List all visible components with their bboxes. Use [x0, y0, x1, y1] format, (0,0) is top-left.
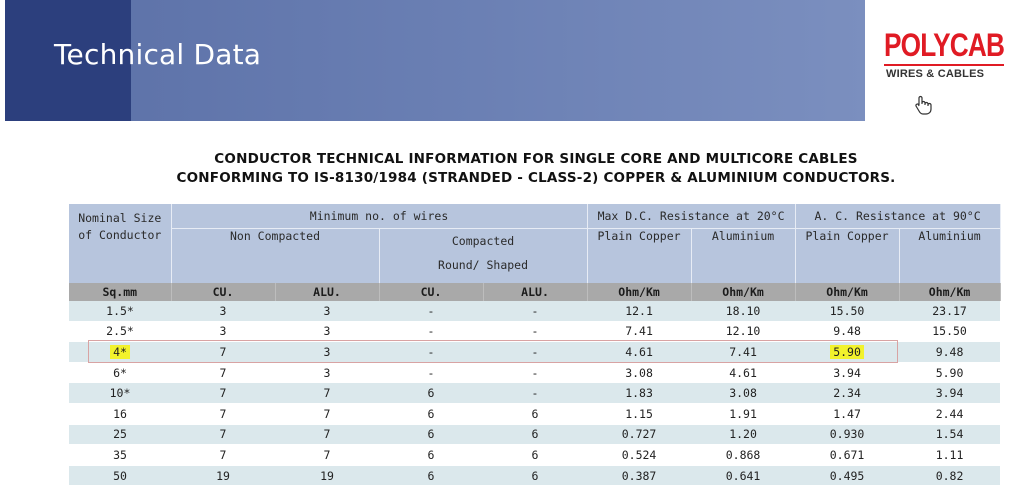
cell-value: 15.50: [932, 324, 967, 339]
heading-line-1: CONDUCTOR TECHNICAL INFORMATION FOR SINGLE CORE AND MULTICORE CABLES: [214, 151, 858, 167]
table-cell: [691, 465, 795, 486]
logo-rule: [884, 64, 1004, 66]
table-row: [69, 362, 1000, 383]
table-cell: [691, 383, 795, 404]
table-cell: [69, 301, 171, 321]
table-row: [69, 424, 1000, 445]
table-cell: [379, 321, 483, 342]
table-cell: [69, 403, 171, 424]
cell-value: 3: [323, 344, 331, 359]
table-row: [69, 445, 1000, 466]
table-cell: [379, 403, 483, 424]
cell-value: -: [427, 344, 435, 359]
cell-value: 6: [531, 468, 539, 483]
table-cell: [483, 321, 587, 342]
cell-value: 9.48: [833, 324, 861, 339]
logo-brand: POLYCAB: [884, 27, 1005, 63]
table-cell: [483, 403, 587, 424]
logo-tagline: WIRES & CABLES: [886, 68, 985, 80]
header-ac: A. C. Resistance at 90°C: [795, 204, 1000, 229]
table-cell: [69, 445, 171, 466]
cell-value: 0.524: [621, 447, 657, 462]
table-cell: [795, 465, 899, 486]
table-cell: [171, 403, 275, 424]
cell-value: 7.41: [625, 324, 653, 339]
table-cell: [379, 342, 483, 363]
cell-value: 3: [323, 324, 331, 339]
table-cell: [795, 301, 899, 321]
table-cell: [483, 383, 587, 404]
table-cell: [171, 362, 275, 383]
cell-value: 2.44: [935, 406, 964, 421]
cell-value: 4.61: [729, 365, 757, 380]
cell-value: 0.930: [829, 427, 865, 442]
unit-cell: ALU.: [275, 283, 379, 301]
cell-value: 5.90: [935, 365, 964, 380]
cell-value: -: [531, 344, 539, 359]
cell-value: 6: [427, 427, 435, 442]
cell-value: -: [531, 324, 539, 339]
cell-value: 3: [219, 303, 227, 318]
unit-cell: CU.: [379, 283, 483, 301]
cell-value: 0.868: [725, 447, 761, 462]
cell-value: 7.41: [729, 344, 757, 359]
table-cell: [691, 321, 795, 342]
document-heading: [0, 150, 1024, 188]
table-cell: [379, 445, 483, 466]
header-dc-aluminium: Aluminium: [691, 229, 795, 284]
unit-cell: Sq.mm: [69, 283, 171, 301]
table-cell: [691, 403, 795, 424]
table-cell: [69, 383, 171, 404]
table-cell: [379, 465, 483, 486]
cell-value: -: [531, 386, 539, 401]
table-cell: [795, 403, 899, 424]
table-cell: [587, 465, 691, 486]
header-compacted-line2: Round/ Shaped: [438, 258, 529, 272]
unit-cell: Ohm/Km: [691, 283, 795, 301]
table-cell: [275, 424, 379, 445]
unit-cell: Ohm/Km: [795, 283, 899, 301]
table-cell: [587, 321, 691, 342]
cell-value: 3.94: [935, 386, 964, 401]
cell-value: 3: [219, 324, 227, 339]
table-cell: [795, 362, 899, 383]
table-cell: [379, 362, 483, 383]
table-cell: [69, 321, 171, 342]
table-cell: [795, 342, 899, 363]
table-cell: [171, 301, 275, 321]
table-cell: [69, 342, 171, 363]
slide-title: Technical Data: [54, 38, 262, 71]
cell-value: 7: [219, 406, 227, 421]
cell-value: 1.11: [935, 447, 964, 462]
heading-line-2: CONFORMING TO IS-8130/1984 (STRANDED - CLASS-2) COPPER & ALUMINIUM CONDUCTORS.: [176, 170, 896, 186]
cell-value: 0.671: [829, 447, 865, 462]
cell-value: 2.5*: [106, 324, 134, 339]
cell-value: 0.641: [725, 468, 761, 483]
unit-cell: Ohm/Km: [587, 283, 691, 301]
cell-value: 19: [216, 468, 230, 483]
header-min-wires: Minimum no. of wires: [171, 204, 587, 229]
header-nominal-size: Nominal Size of Conductor: [69, 204, 171, 283]
cell-value: 16: [113, 406, 127, 421]
table-cell: [483, 424, 587, 445]
cell-value: 12.1: [625, 303, 653, 318]
table-cell: [483, 445, 587, 466]
cell-value: 0.495: [829, 468, 865, 483]
table-cell: [69, 424, 171, 445]
table-cell: [171, 321, 275, 342]
table-cell: [795, 424, 899, 445]
cell-value: 4*: [110, 345, 130, 359]
table-cell: [899, 362, 1000, 383]
table-cell: [171, 465, 275, 486]
cell-value: 12.10: [725, 324, 761, 339]
cell-value: 6: [531, 406, 539, 421]
table-cell: [691, 362, 795, 383]
cell-value: 7: [323, 386, 331, 401]
header-max-dc: Max D.C. Resistance at 20°C: [587, 204, 795, 229]
table-cell: [899, 383, 1000, 404]
cell-value: -: [427, 365, 435, 380]
table-cell: [275, 362, 379, 383]
table-row: [69, 383, 1000, 404]
cell-value: 6: [427, 447, 435, 462]
unit-cell: CU.: [171, 283, 275, 301]
table-cell: [275, 403, 379, 424]
header-row-groups: [69, 204, 1000, 229]
cell-value: 3: [323, 365, 331, 380]
table-cell: [69, 465, 171, 486]
cell-value: 9.48: [935, 344, 964, 359]
cell-value: -: [531, 365, 539, 380]
table-cell: [275, 321, 379, 342]
cell-value: 1.83: [625, 386, 653, 401]
cell-value: 7: [219, 344, 227, 359]
table-cell: [483, 342, 587, 363]
table-cell: [483, 465, 587, 486]
cell-value: 7: [219, 427, 227, 442]
table-cell: [899, 301, 1000, 321]
table-cell: [795, 383, 899, 404]
cell-value: 2.34: [833, 386, 861, 401]
cell-value: 7: [219, 447, 227, 462]
cell-value: 0.387: [621, 468, 657, 483]
cell-value: 7: [323, 447, 331, 462]
table-cell: [171, 383, 275, 404]
table-cell: [483, 301, 587, 321]
table-cell: [275, 301, 379, 321]
cell-value: 7: [219, 386, 227, 401]
table-row: [69, 403, 1000, 424]
cell-value: 3.08: [625, 365, 653, 380]
table-cell: [587, 424, 691, 445]
cell-value: 1.20: [729, 427, 757, 442]
unit-cell: ALU.: [483, 283, 587, 301]
table-cell: [587, 445, 691, 466]
cell-value: 18.10: [725, 303, 761, 318]
cell-value: 1.5*: [106, 303, 134, 318]
header-dc-copper: Plain Copper: [587, 229, 691, 284]
header-non-compacted: Non Compacted: [171, 229, 379, 284]
header-ac-copper: Plain Copper: [795, 229, 899, 284]
table-row: [69, 342, 1000, 363]
cell-value: 35: [113, 447, 127, 462]
cell-value: 10*: [109, 386, 131, 401]
table-row: [69, 301, 1000, 321]
cell-value: 0.727: [621, 427, 657, 442]
cell-value: 3.08: [729, 386, 757, 401]
table-cell: [691, 301, 795, 321]
table-cell: [275, 445, 379, 466]
polycab-logo: [880, 28, 1010, 108]
table-cell: [275, 342, 379, 363]
table-cell: [795, 445, 899, 466]
cell-value: 23.17: [932, 303, 967, 318]
cell-value: 15.50: [829, 303, 865, 318]
cell-value: 0.82: [935, 468, 964, 483]
cell-value: 50: [113, 468, 127, 483]
table-cell: [691, 342, 795, 363]
table-cell: [379, 424, 483, 445]
table-cell: [899, 321, 1000, 342]
hand-pointer-icon: [912, 94, 934, 116]
cell-value: 1.47: [833, 406, 861, 421]
table-row: [69, 465, 1000, 486]
table-cell: [587, 383, 691, 404]
unit-cell: Ohm/Km: [899, 283, 1000, 301]
table-cell: [691, 445, 795, 466]
table-row: [69, 321, 1000, 342]
cell-value: 6: [427, 468, 435, 483]
table-cell: [899, 403, 1000, 424]
table-cell: [587, 362, 691, 383]
cell-value: 25: [113, 427, 127, 442]
cell-value: -: [427, 324, 435, 339]
header-ac-aluminium: Aluminium: [899, 229, 1000, 284]
table-cell: [171, 424, 275, 445]
table-body: [69, 301, 1000, 486]
table-cell: [587, 342, 691, 363]
table-cell: [899, 465, 1000, 486]
table-cell: [69, 362, 171, 383]
cell-value: 1.54: [935, 427, 964, 442]
cell-value: 3.94: [833, 365, 861, 380]
cell-value: 6: [427, 406, 435, 421]
table-cell: [275, 465, 379, 486]
conductor-data-table: [69, 204, 1001, 486]
table-cell: [691, 424, 795, 445]
units-row: [69, 283, 1000, 301]
cell-value: -: [531, 303, 539, 318]
cell-value: 7: [323, 406, 331, 421]
header-compacted-line1: Compacted: [451, 234, 515, 248]
cell-value: 6: [531, 427, 539, 442]
table-cell: [379, 383, 483, 404]
cell-value: 3: [323, 303, 331, 318]
table-cell: [275, 383, 379, 404]
header-compacted: [379, 229, 587, 284]
cell-value: 6*: [113, 365, 127, 380]
table-cell: [171, 445, 275, 466]
cell-value: 19: [320, 468, 334, 483]
table-cell: [795, 321, 899, 342]
table-cell: [483, 362, 587, 383]
cell-value: 7: [219, 365, 227, 380]
header-row-sub: [69, 229, 1000, 284]
cell-value: 7: [323, 427, 331, 442]
cell-value: 4.61: [625, 344, 653, 359]
table-cell: [587, 301, 691, 321]
cell-value: 5.90: [830, 345, 864, 359]
table-cell: [899, 424, 1000, 445]
cell-value: -: [427, 303, 435, 318]
table-cell: [899, 445, 1000, 466]
table-cell: [587, 403, 691, 424]
cell-value: 6: [427, 386, 435, 401]
table-cell: [171, 342, 275, 363]
table-cell: [899, 342, 1000, 363]
cell-value: 6: [531, 447, 539, 462]
cell-value: 1.91: [729, 406, 757, 421]
cell-value: 1.15: [625, 406, 653, 421]
table-cell: [379, 301, 483, 321]
